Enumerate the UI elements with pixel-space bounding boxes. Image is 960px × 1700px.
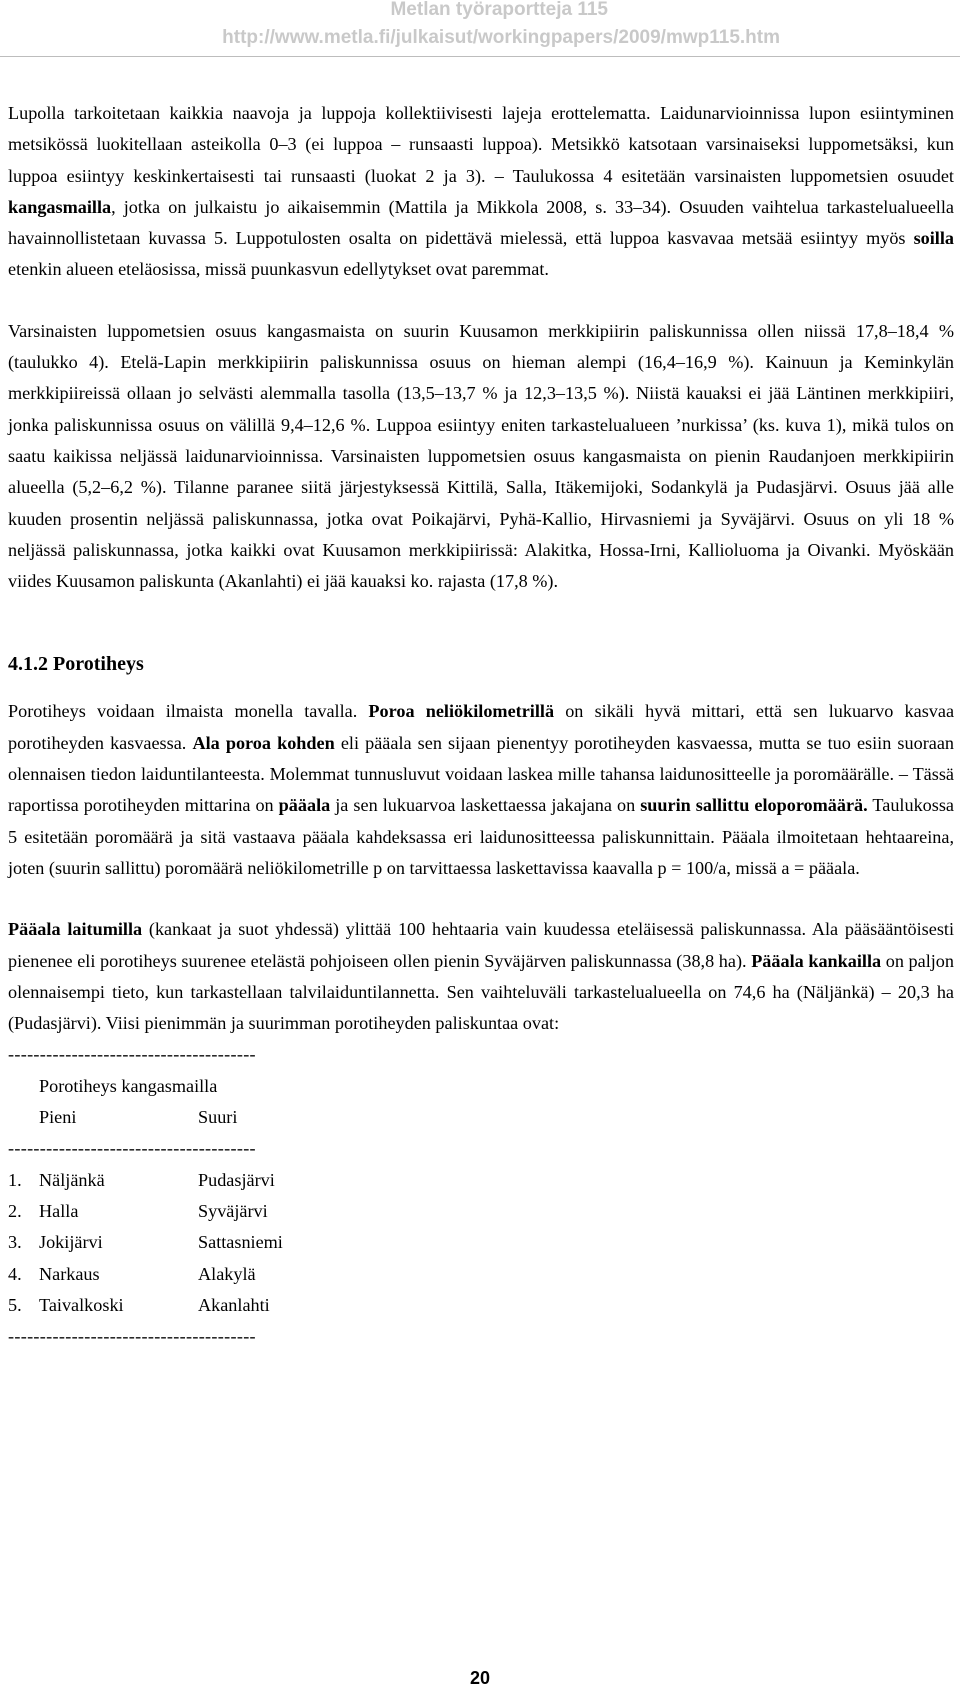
small-density-name: Halla xyxy=(39,1200,79,1221)
paragraph-paaala: Pääala laitumilla (kankaat ja suot yhdessä) ylittää 100 hehtaaria vain kuudessa eteläisessä paliskunnassa. Ala pääsääntöisesti pienenee eli porotiheys suurenee etelästä pohjoiseen ollen pienin Syväjärven paliskunnassa (38,8 ha). Pääala kankailla on paljon olennaisempi tieto, kun tarkastellaan talvilaiduntilannetta. Sen vaihteluväli tarkastelualueella on 74,6 ha (Näljänkä) – 20,3 ha (Pudasjärvi). Viisi pienimmän ja suurimman porotiheyden paliskuntaa ovat: xyxy=(8,919,955,1034)
small-density-name: Taivalkoski xyxy=(39,1294,124,1315)
table-row: 5. Taivalkoski Akanlahti xyxy=(8,1290,954,1321)
large-density-name: Alakylä xyxy=(198,1263,256,1284)
small-density-name: Näljänkä xyxy=(39,1169,105,1190)
small-density-name: Narkaus xyxy=(39,1263,100,1284)
section-heading: 4.1.2 Porotiheys xyxy=(8,653,144,676)
table-row: 1. Näljänkä Pudasjärvi xyxy=(8,1165,954,1196)
porotiheys-table xyxy=(8,1039,954,1352)
large-density-name: Pudasjärvi xyxy=(198,1169,275,1190)
table-title: Porotiheys kangasmailla xyxy=(39,1075,218,1096)
page-number: 20 xyxy=(469,1668,491,1688)
column-header-small: Pieni xyxy=(39,1107,77,1128)
column-header-large: Suuri xyxy=(198,1107,238,1128)
table-rule-top: --------------------------------------- xyxy=(8,1044,256,1065)
small-density-name: Jokijärvi xyxy=(39,1232,103,1253)
paragraph-luppo: Lupolla tarkoitetaan kaikkia naavoja ja luppoja kollektiivisesti lajeja erottelematta. Laidunarvioinnissa lupon esiintyminen metsikössä luokitellaan asteikolla 0–3 (ei luppoa – runsaasti luppoa). Metsikkö katsotaan varsinaiseksi luppometsäksi, kun luppoa esiintyy keskinkertaisesti tai runsaasti (luokat 2 ja 3). – Taulukossa 4 esitetään varsinaisten luppometsien osuudet kangasmailla, jotka on julkaistu jo aikaisemmin (Mattila ja Mikkola 2008, s. 33–34). Osuuden vaihtelua tarkastelualueella havainnollistetaan kuvassa 5. Luppotulosten osalta on pidettävä mielessä, että luppoa kasvavaa metsää esiintyy myös soilla etenkin alueen eteläosissa, missä puunkasvun edellytykset ovat paremmat. xyxy=(8,103,954,280)
table-row: 2. Halla Syväjärvi xyxy=(8,1196,954,1227)
paragraph-porotiheys: Porotiheys voidaan ilmaista monella tavalla. Poroa neliökilometrillä on sikäli hyvä mittari, että sen lukuarvo kasvaa porotiheyden kasvaessa. Ala poroa kohden eli pääala sen sijaan pienentyy porotiheyden kasvaessa, mutta se tuo esiin suoraan olennaisen tiedon laiduntilanteesta. Molemmat tunnusluvut voidaan laskea mille tahansa laidunositteelle ja poromäärälle. – Tässä raportissa porotiheyden mittarina on pääala ja sen lukuarvoa laskettaessa jakajana on suurin sallittu eloporomäärä. Taulukossa 5 esitetään poromäärä ja sitä vastaava pääala kahdeksassa eri laidunositteessa paliskunnittain. Pääala ilmoitetaan hehtaareina, joten (suurin sallittu) poromäärä neliökilometrille p on tarvittaessa laskettavissa kaavalla p = 100/a, missä a = pääala. xyxy=(8,701,955,878)
publication-url: http://www.metla.fi/julkaisut/workingpapers/2009/mwp115.htm xyxy=(222,27,780,48)
series-title: Metlan työraportteja 115 xyxy=(390,0,608,20)
header-rule xyxy=(0,56,960,57)
table-row: 3. Jokijärvi Sattasniemi xyxy=(8,1227,954,1258)
page-header xyxy=(0,0,960,58)
table-row: 4. Narkaus Alakylä xyxy=(8,1259,954,1290)
large-density-name: Syväjärvi xyxy=(198,1200,268,1221)
document-body xyxy=(8,98,954,1352)
table-rule-bottom: --------------------------------------- xyxy=(8,1326,256,1347)
table-rule-mid: --------------------------------------- xyxy=(8,1138,256,1159)
large-density-name: Sattasniemi xyxy=(198,1232,283,1253)
paragraph-luppometsat: Varsinaisten luppometsien osuus kangasmaista on suurin Kuusamon merkkipiirin paliskunnissa ollen niissä 17,8–18,4 % (taulukko 4). Etelä-Lapin merkkipiirin paliskunnissa osuus on hieman alempi (16,4–16,9 %). Kainuun ja Keminkylän merkkipiireissä ollaan jo selvästi alemmalla tasolla (13,5–13,7 % ja 12,3–13,5 %). Niistä kauaksi ei jää Läntinen merkkipiiri, jonka paliskunnissa osuus on välillä 9,4–12,6 %. Luppoa esiintyy eniten tarkastelualueen ’nurkissa’ (ks. kuva 1), mikä tulos on saatu kaikissa neljässä laidunarvioinnissa. Varsinaisten luppometsien osuus kangasmaista on pienin Raudanjoen merkkipiirin alueella (5,2–6,2 %). Tilanne paranee siitä järjestyksessä Kittilä, Salla, Itäkemijoki, Sodankylä ja Pudasjärvi. Osuus jää alle kuuden prosentin neljässä paliskunnassa, jotka ovat Poikajärvi, Pyhä-Kallio, Hirvasniemi ja Syväjärvi. Osuus on yli 18 % neljässä paliskunnassa, jotka kaikki ovat Kuusamon merkkipiirissä: Alakitka, Hossa-Irni, Kallioluoma ja Oivanki. Myöskään viides Kuusamon paliskunta (Akanlahti) ei jää kauaksi ko. rajasta (17,8 %). xyxy=(8,320,954,592)
large-density-name: Akanlahti xyxy=(198,1294,270,1315)
table-header-row xyxy=(8,1102,954,1133)
